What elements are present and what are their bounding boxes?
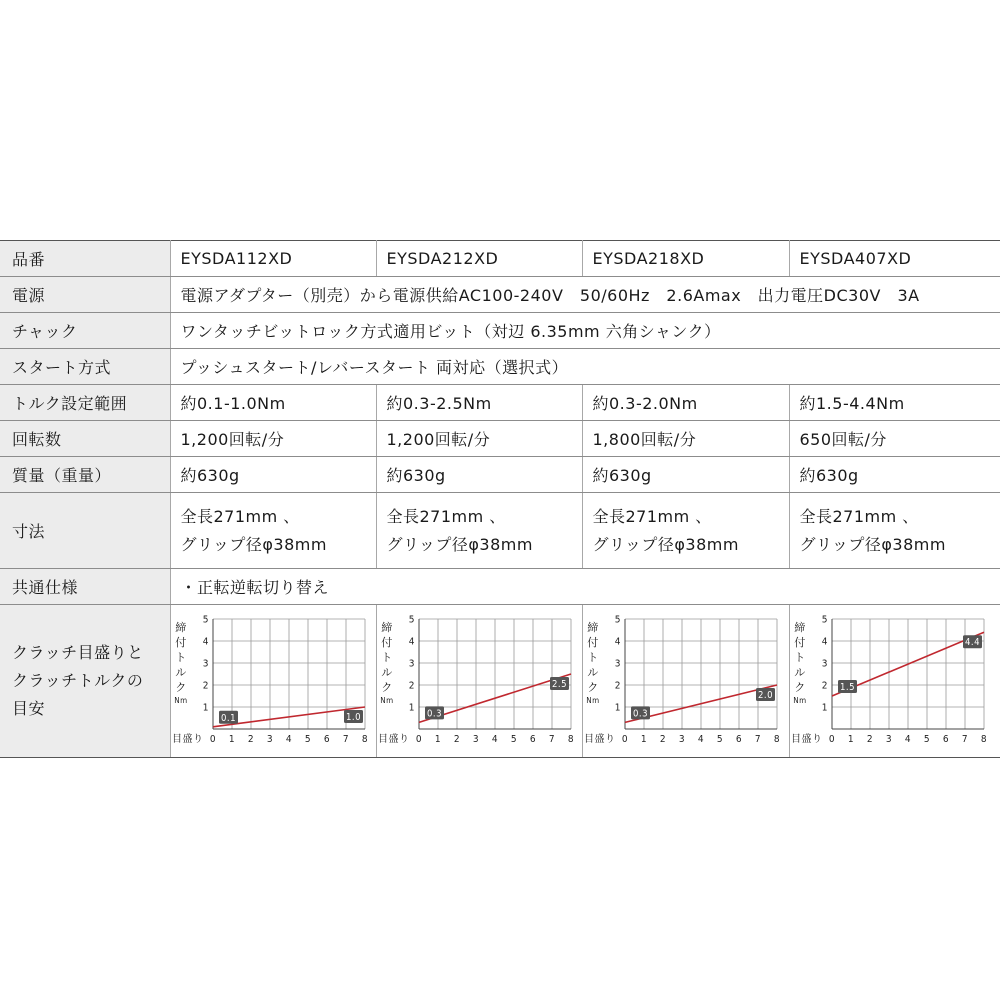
x-tick-label: 8 <box>980 734 987 745</box>
x-tick-label: 6 <box>942 734 949 745</box>
mass-label: 質量（重量） <box>0 457 170 493</box>
dimensions-grip: グリップ径φ38mm <box>386 534 533 554</box>
y-tick-label: 1 <box>821 702 828 714</box>
clutch-label-line: 目安 <box>12 699 46 718</box>
x-axis-label: 目盛り <box>377 734 409 745</box>
x-tick-label: 3 <box>472 734 479 745</box>
y-axis-unit: Nm <box>585 696 600 705</box>
x-tick-label: 2 <box>247 734 254 745</box>
y-tick-label: 4 <box>408 636 415 648</box>
x-tick-label: 1 <box>847 734 854 745</box>
y-axis-unit: Nm <box>173 696 188 705</box>
clutch-torque-chart <box>790 605 1000 755</box>
model-name: EYSDA218XD <box>582 241 789 277</box>
start-method-row <box>0 349 1000 385</box>
y-axis-label-char: ト <box>586 651 599 664</box>
clutch-label <box>0 605 170 758</box>
torque-value: 約0.3-2.5Nm <box>376 385 582 421</box>
x-tick-label: 3 <box>885 734 892 745</box>
spec-table <box>0 240 1000 758</box>
common-spec-value: ・正転逆転切り替え <box>170 569 1000 605</box>
mass-value: 約630g <box>582 457 789 493</box>
y-tick-label: 2 <box>202 680 209 692</box>
y-tick-label: 3 <box>614 658 621 670</box>
y-axis-label-char: ク <box>380 681 393 694</box>
y-axis-label-char: 締 <box>793 621 806 634</box>
y-axis-label-char: ト <box>380 651 393 664</box>
y-tick-label: 3 <box>202 658 209 670</box>
dimensions-value <box>789 493 1000 569</box>
x-tick-label: 7 <box>342 734 349 745</box>
y-axis-unit: Nm <box>792 696 807 705</box>
mass-row <box>0 457 1000 493</box>
x-axis-label: 目盛り <box>171 734 203 745</box>
x-tick-label: 5 <box>510 734 517 745</box>
x-tick-label: 0 <box>621 734 628 745</box>
x-tick-label: 2 <box>866 734 873 745</box>
common-spec-label: 共通仕様 <box>0 569 170 605</box>
torque-value: 約1.5-4.4Nm <box>789 385 1000 421</box>
dimensions-length: 全長271mm 、 <box>386 506 506 526</box>
start-method-label: スタート方式 <box>0 349 170 385</box>
y-tick-label: 5 <box>408 614 415 626</box>
torque-value: 約0.3-2.0Nm <box>582 385 789 421</box>
y-axis-label-char: ト <box>174 651 187 664</box>
model-name: EYSDA407XD <box>789 241 1000 277</box>
dimensions-grip: グリップ径φ38mm <box>592 534 739 554</box>
torque-label: トルク設定範囲 <box>0 385 170 421</box>
dimensions-length: 全長271mm 、 <box>180 506 300 526</box>
x-tick-label: 4 <box>697 734 704 745</box>
clutch-torque-chart <box>377 605 583 755</box>
x-tick-label: 6 <box>323 734 330 745</box>
x-tick-label: 3 <box>678 734 685 745</box>
x-tick-label: 4 <box>904 734 911 745</box>
dimensions-grip: グリップ径φ38mm <box>799 534 946 554</box>
end-value-label: 1.0 <box>345 712 361 723</box>
y-axis-label-char: 締 <box>586 621 599 634</box>
x-tick-label: 3 <box>266 734 273 745</box>
y-tick-label: 4 <box>821 636 828 648</box>
dimensions-length: 全長271mm 、 <box>592 506 712 526</box>
y-tick-label: 4 <box>614 636 621 648</box>
x-tick-label: 7 <box>961 734 968 745</box>
clutch-chart-cell <box>582 605 789 758</box>
x-tick-label: 1 <box>640 734 647 745</box>
x-tick-label: 2 <box>659 734 666 745</box>
mass-value: 約630g <box>376 457 582 493</box>
end-value-label: 4.4 <box>964 637 980 649</box>
x-tick-label: 5 <box>923 734 930 745</box>
x-tick-label: 5 <box>304 734 311 745</box>
x-axis-label: 目盛り <box>583 734 615 745</box>
y-axis-label-char: 付 <box>586 636 599 649</box>
dimensions-label: 寸法 <box>0 493 170 569</box>
clutch-label-line: クラッチ目盛りと <box>12 643 144 662</box>
clutch-chart-cell <box>376 605 582 758</box>
y-axis-label-char: 付 <box>174 636 187 649</box>
x-tick-label: 1 <box>434 734 441 745</box>
x-tick-label: 6 <box>735 734 742 745</box>
model-name: EYSDA212XD <box>376 241 582 277</box>
x-tick-label: 0 <box>209 734 216 745</box>
y-axis-unit: Nm <box>379 696 394 705</box>
y-tick-label: 2 <box>614 680 621 692</box>
y-tick-label: 5 <box>202 614 209 626</box>
speed-value: 650回転/分 <box>789 421 1000 457</box>
dimensions-length: 全長271mm 、 <box>799 506 919 526</box>
y-axis-label-char: 締 <box>174 621 187 634</box>
y-axis-label-char: ク <box>793 681 806 694</box>
y-axis-label-char: ル <box>793 666 806 679</box>
chuck-label: チャック <box>0 313 170 349</box>
x-tick-label: 8 <box>361 734 368 745</box>
power-value: 電源アダプター（別売）から電源供給AC100-240V 50/60Hz 2.6Amax 出力電圧DC30V 3A <box>170 277 1000 313</box>
mass-value: 約630g <box>789 457 1000 493</box>
y-axis-label-char: ル <box>174 666 187 679</box>
x-tick-label: 7 <box>548 734 555 745</box>
x-tick-label: 2 <box>453 734 460 745</box>
end-value-label: 2.5 <box>551 679 567 690</box>
start-value-label: 0.3 <box>632 708 648 720</box>
y-tick-label: 2 <box>408 680 415 692</box>
y-axis-label-char: ル <box>380 666 393 679</box>
x-tick-label: 0 <box>828 734 835 745</box>
dimensions-value <box>170 493 376 569</box>
x-tick-label: 8 <box>567 734 574 745</box>
dimensions-value <box>376 493 582 569</box>
y-tick-label: 3 <box>821 658 828 670</box>
clutch-row <box>0 605 1000 758</box>
torque-value: 約0.1-1.0Nm <box>170 385 376 421</box>
start-value-label: 0.1 <box>220 712 236 724</box>
dimensions-grip: グリップ径φ38mm <box>180 534 327 554</box>
x-tick-label: 1 <box>228 734 235 745</box>
clutch-torque-chart <box>583 605 790 755</box>
chuck-row <box>0 313 1000 349</box>
start-value-label: 0.3 <box>426 708 442 720</box>
speed-label: 回転数 <box>0 421 170 457</box>
x-tick-label: 7 <box>754 734 761 745</box>
x-tick-label: 8 <box>773 734 780 745</box>
model-name: EYSDA112XD <box>170 241 376 277</box>
torque-row <box>0 385 1000 421</box>
common-spec-row <box>0 569 1000 605</box>
power-row <box>0 277 1000 313</box>
x-tick-label: 6 <box>529 734 536 745</box>
speed-value: 1,200回転/分 <box>170 421 376 457</box>
x-tick-label: 4 <box>491 734 498 745</box>
y-axis-label-char: ト <box>793 651 806 664</box>
y-axis-label-char: ク <box>586 681 599 694</box>
y-axis-label-char: 締 <box>380 621 393 634</box>
power-label: 電源 <box>0 277 170 313</box>
dimensions-row <box>0 493 1000 569</box>
end-value-label: 2.0 <box>757 690 773 701</box>
x-axis-label: 目盛り <box>790 734 822 745</box>
speed-value: 1,800回転/分 <box>582 421 789 457</box>
start-method-value: プッシュスタート/レバースタート 両対応（選択式） <box>170 349 1000 385</box>
speed-value: 1,200回転/分 <box>376 421 582 457</box>
y-tick-label: 4 <box>202 636 209 648</box>
x-tick-label: 0 <box>415 734 422 745</box>
clutch-chart-cell <box>170 605 376 758</box>
y-tick-label: 2 <box>821 680 828 692</box>
speed-row <box>0 421 1000 457</box>
clutch-chart-cell <box>789 605 1000 758</box>
dimensions-value <box>582 493 789 569</box>
y-tick-label: 3 <box>408 658 415 670</box>
y-axis-label-char: 付 <box>793 636 806 649</box>
y-tick-label: 1 <box>614 702 621 714</box>
chuck-value: ワンタッチビットロック方式適用ビット（対辺 6.35mm 六角シャンク） <box>170 313 1000 349</box>
y-tick-label: 5 <box>821 614 828 626</box>
mass-value: 約630g <box>170 457 376 493</box>
x-tick-label: 5 <box>716 734 723 745</box>
clutch-torque-chart <box>171 605 377 755</box>
y-axis-label-char: 付 <box>380 636 393 649</box>
x-tick-label: 4 <box>285 734 292 745</box>
model-label: 品番 <box>0 241 170 277</box>
y-axis-label-char: ク <box>174 681 187 694</box>
start-value-label: 1.5 <box>839 682 855 693</box>
y-tick-label: 1 <box>408 702 415 714</box>
y-tick-label: 1 <box>202 702 209 714</box>
clutch-label-line: クラッチトルクの <box>12 671 144 690</box>
y-axis-label-char: ル <box>586 666 599 679</box>
model-row <box>0 241 1000 277</box>
y-tick-label: 5 <box>614 614 621 626</box>
